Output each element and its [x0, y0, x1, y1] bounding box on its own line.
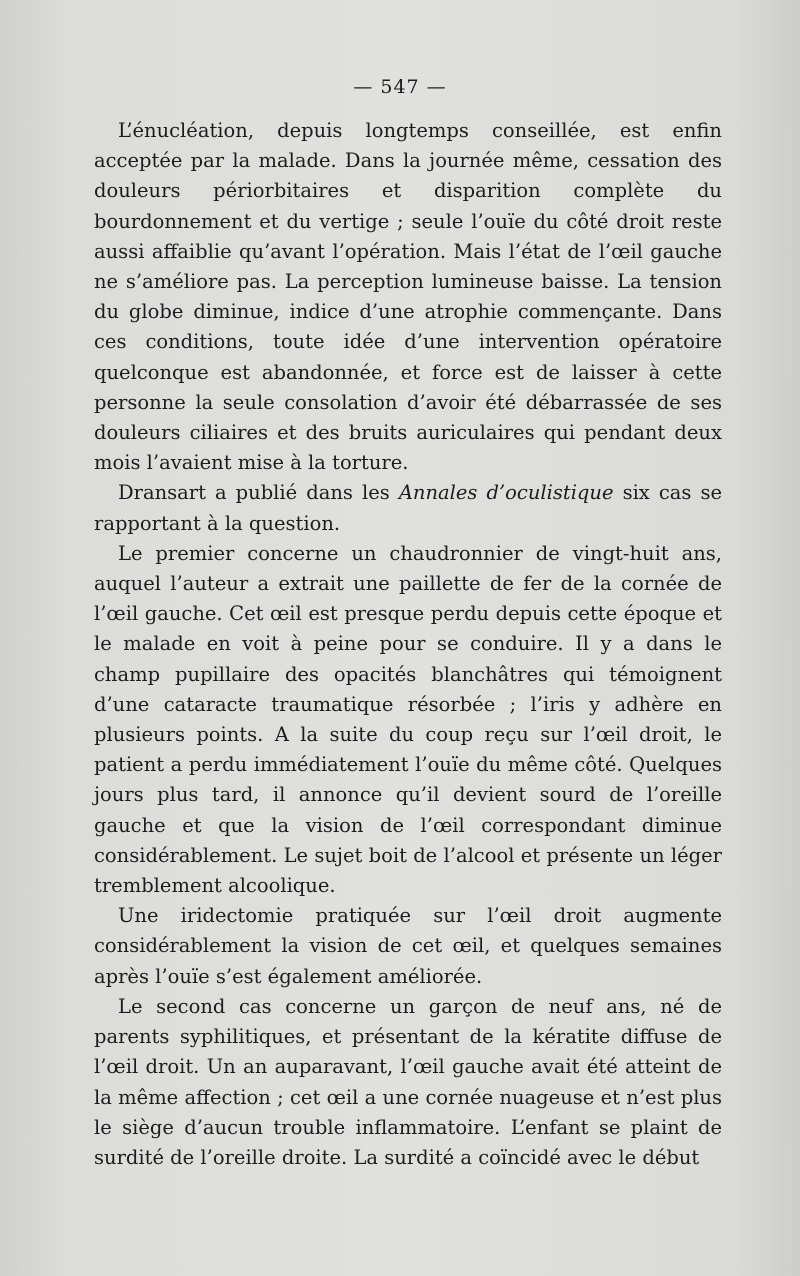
page-number: — 547 — — [353, 76, 447, 98]
journal-title: Annales d’oculistique — [398, 481, 614, 505]
paragraph-dransart — [94, 478, 722, 538]
dransart-text-before: Dransart a publié dans les — [118, 481, 399, 505]
paragraph-second-case: Le second cas concerne un garçon de neuf ans, né de parents syphilitiques, et présentant de la kératite diffuse de l’œil droit. Un an auparavant, l’œil gauche avait été atteint de la même affection ; cet œil a une cornée nuageuse et n’est plus le siège d’aucun trouble inflammatoire. L’enfant se plaint de surdité de l’oreille droite. La surdité a coïncidé avec le début — [94, 994, 722, 1169]
paragraph-first-case: Le premier concerne un chaudronnier de vingt-huit ans, auquel l’auteur a extrait une paillette de fer de la cornée de l’œil gauche. Cet œil est presque perdu depuis cette époque et le malade en voit à peine pour se conduire. Il y a dans le champ pupillaire des opacités blanchâtres qui témoignent d’une cataracte traumatique résorbée ; l’iris y adhère en plusieurs points. A la suite du coup reçu sur l’œil droit, le patient a perdu immédiatement l’ouïe du même côté. Quelques jours plus tard, il annonce qu’il devient sourd de l’oreille gauche et que la vision de l’œil correspondant diminue considérablement. Le sujet boit de l’alcool et présente un léger tremblement alcoolique. — [94, 541, 722, 898]
dransart-text-after: six cas se rapportant à la question. — [94, 481, 723, 535]
paragraph-enucleation: L’énucléation, depuis longtemps conseillée, est enfin acceptée par la malade. Dans la journée même, cessation des douleurs périorbitaires et disparition complète du bourdonnement et du vertige ; seule l’ouïe du côté droit reste aussi affaiblie qu’avant l’opération. Mais l’état de l’œil gauche ne s’améliore pas. La perception lumineuse baisse. La tension du globe diminue, indice d’une atrophie commençante. Dans ces conditions, toute idée d’une intervention opératoire quelconque est abandonnée, et force est de laisser à cette personne la seule consolation d’avoir été débarrassée de ses douleurs ciliaires et des bruits auriculaires qui pendant deux mois l’avaient mise à la torture. — [94, 119, 722, 475]
paragraph-iridectomy: Une iridectomie pratiquée sur l’œil droit augmente considérablement la vision de cet œil, et quelques semaines après l’ouïe s’est également améliorée. — [94, 904, 722, 988]
body-text — [94, 116, 722, 1173]
